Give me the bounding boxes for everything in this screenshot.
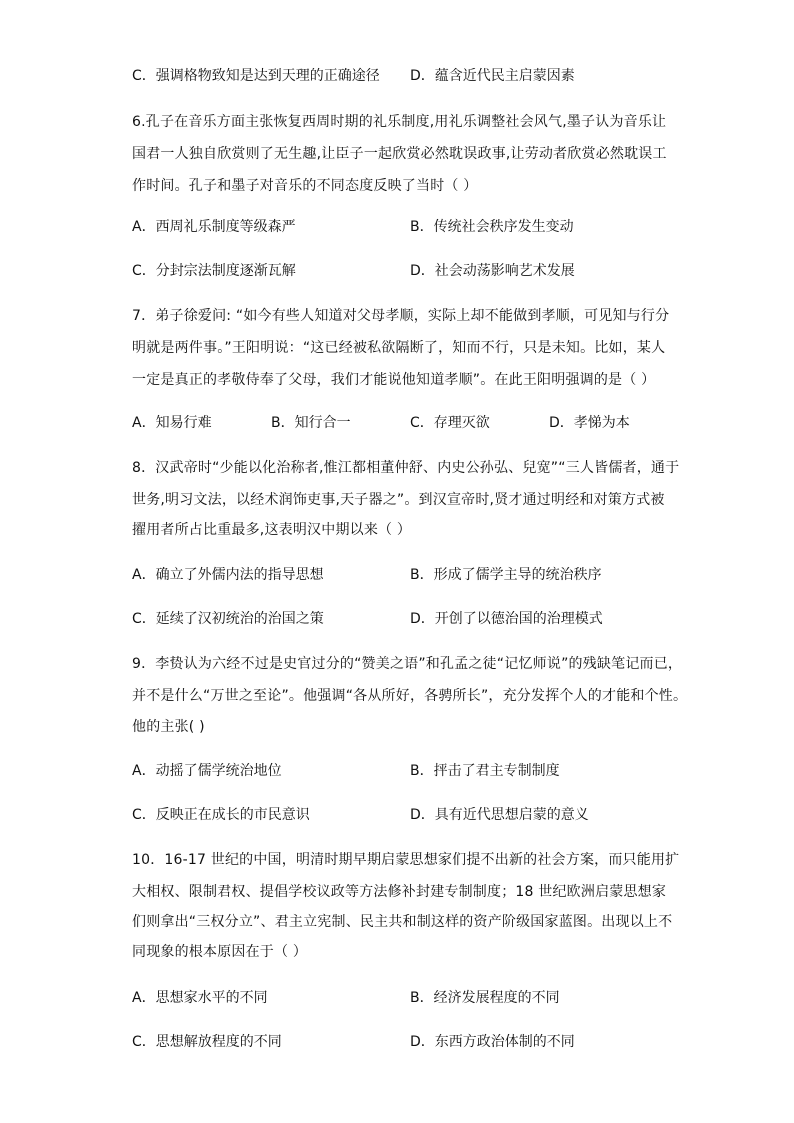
q5-option-d: D．蕴含近代民主启蒙因素 bbox=[410, 68, 575, 84]
q9-option-a: A．动摇了儒学统治地位 bbox=[132, 763, 282, 779]
q10-stem-line-1: 10．16-17 世纪的中国，明清时期早期启蒙思想家们提不出新的社会方案，而只能用扩 bbox=[132, 852, 680, 868]
q5-option-c: C．强调格物致知是达到天理的正确途径 bbox=[132, 68, 380, 84]
q10-option-d: D．东西方政治体制的不同 bbox=[410, 1034, 575, 1050]
q8-option-c: C．延续了汉初统治的治国之策 bbox=[132, 611, 324, 627]
q7-option-a: A．知易行难 bbox=[132, 415, 212, 431]
q8-option-b: B．形成了儒学主导的统治秩序 bbox=[410, 567, 602, 583]
q10-stem-line-4: 同现象的根本原因在于（ ） bbox=[132, 944, 308, 960]
q7-stem-line-1: 7．弟子徐爱问: “如今有些人知道对父母孝顺，实际上却不能做到孝顺，可见知与行分 bbox=[132, 308, 670, 324]
q8-stem-line-1: 8．汉武帝时“少能以化治称者,惟江都相董仲舒、内史公孙弘、兒宽”“三人皆儒者，通于 bbox=[132, 460, 680, 476]
q6-option-d: D．社会动荡影响艺术发展 bbox=[410, 263, 575, 279]
q6-stem-line-3: 作时间。孔子和墨子对音乐的不同态度反映了当时（ ） bbox=[132, 178, 478, 194]
q7-option-b: B．知行合一 bbox=[271, 415, 351, 431]
q9-option-c: C．反映正在成长的市民意识 bbox=[132, 807, 310, 823]
q6-stem-line-1: 6.孔子在音乐方面主张恢复西周时期的礼乐制度,用礼乐调整社会风气,墨子认为音乐让 bbox=[132, 114, 667, 130]
q9-option-d: D．具有近代思想启蒙的意义 bbox=[410, 807, 589, 823]
q7-option-c: C．存理灭欲 bbox=[410, 415, 490, 431]
q8-option-a: A．确立了外儒内法的指导思想 bbox=[132, 567, 324, 583]
q6-stem-line-2: 国君一人独自欣赏则了无生趣,让臣子一起欣赏必然耽误政事,让劳动者欣赏必然耽误工 bbox=[132, 146, 667, 162]
q7-option-d: D．孝悌为本 bbox=[549, 415, 630, 431]
q8-stem-line-3: 擢用者所占比重最多,这表明汉中期以来（ ） bbox=[132, 522, 412, 538]
q7-stem-line-3: 一定是真正的孝敬侍奉了父母，我们才能说他知道孝顺”。在此王阳明强调的是（ ） bbox=[132, 372, 656, 388]
q9-stem-line-2: 并不是什么“万世之至论”。他强调“各从所好，各骋所长”，充分发挥个人的才能和个性。 bbox=[132, 688, 688, 704]
q8-stem-line-2: 世务,明习文法，以经术润饰吏事,天子器之”。到汉宣帝时,贤才通过明经和对策方式被 bbox=[132, 492, 665, 508]
q6-option-b: B．传统社会秩序发生变动 bbox=[410, 219, 574, 235]
q10-stem-line-3: 们则拿出“三权分立”、君主立宪制、民主共和制这样的资产阶级国家蓝图。出现以上不 bbox=[132, 914, 673, 930]
q10-option-c: C．思想解放程度的不同 bbox=[132, 1034, 282, 1050]
q10-option-a: A．思想家水平的不同 bbox=[132, 990, 268, 1006]
q7-stem-line-2: 明就是两件事。”王阳明说：“这已经被私欲隔断了，知而不行，只是未知。比如，某人 bbox=[132, 340, 666, 356]
q8-option-d: D．开创了以德治国的治理模式 bbox=[410, 611, 603, 627]
q10-option-b: B．经济发展程度的不同 bbox=[410, 990, 560, 1006]
q10-stem-line-2: 大相权、限制君权、提倡学校议政等方法修补封建专制制度；18 世纪欧洲启蒙思想家 bbox=[132, 884, 667, 900]
q9-stem-line-1: 9．李贽认为六经不过是史官过分的“赞美之语”和孔孟之徒“记忆师说”的残缺笔记而已， bbox=[132, 656, 683, 672]
q9-option-b: B．抨击了君主专制制度 bbox=[410, 763, 560, 779]
q6-option-a: A．西周礼乐制度等级森严 bbox=[132, 219, 296, 235]
q9-stem-line-3: 他的主张( ) bbox=[132, 719, 205, 735]
q6-option-c: C．分封宗法制度逐渐瓦解 bbox=[132, 263, 296, 279]
